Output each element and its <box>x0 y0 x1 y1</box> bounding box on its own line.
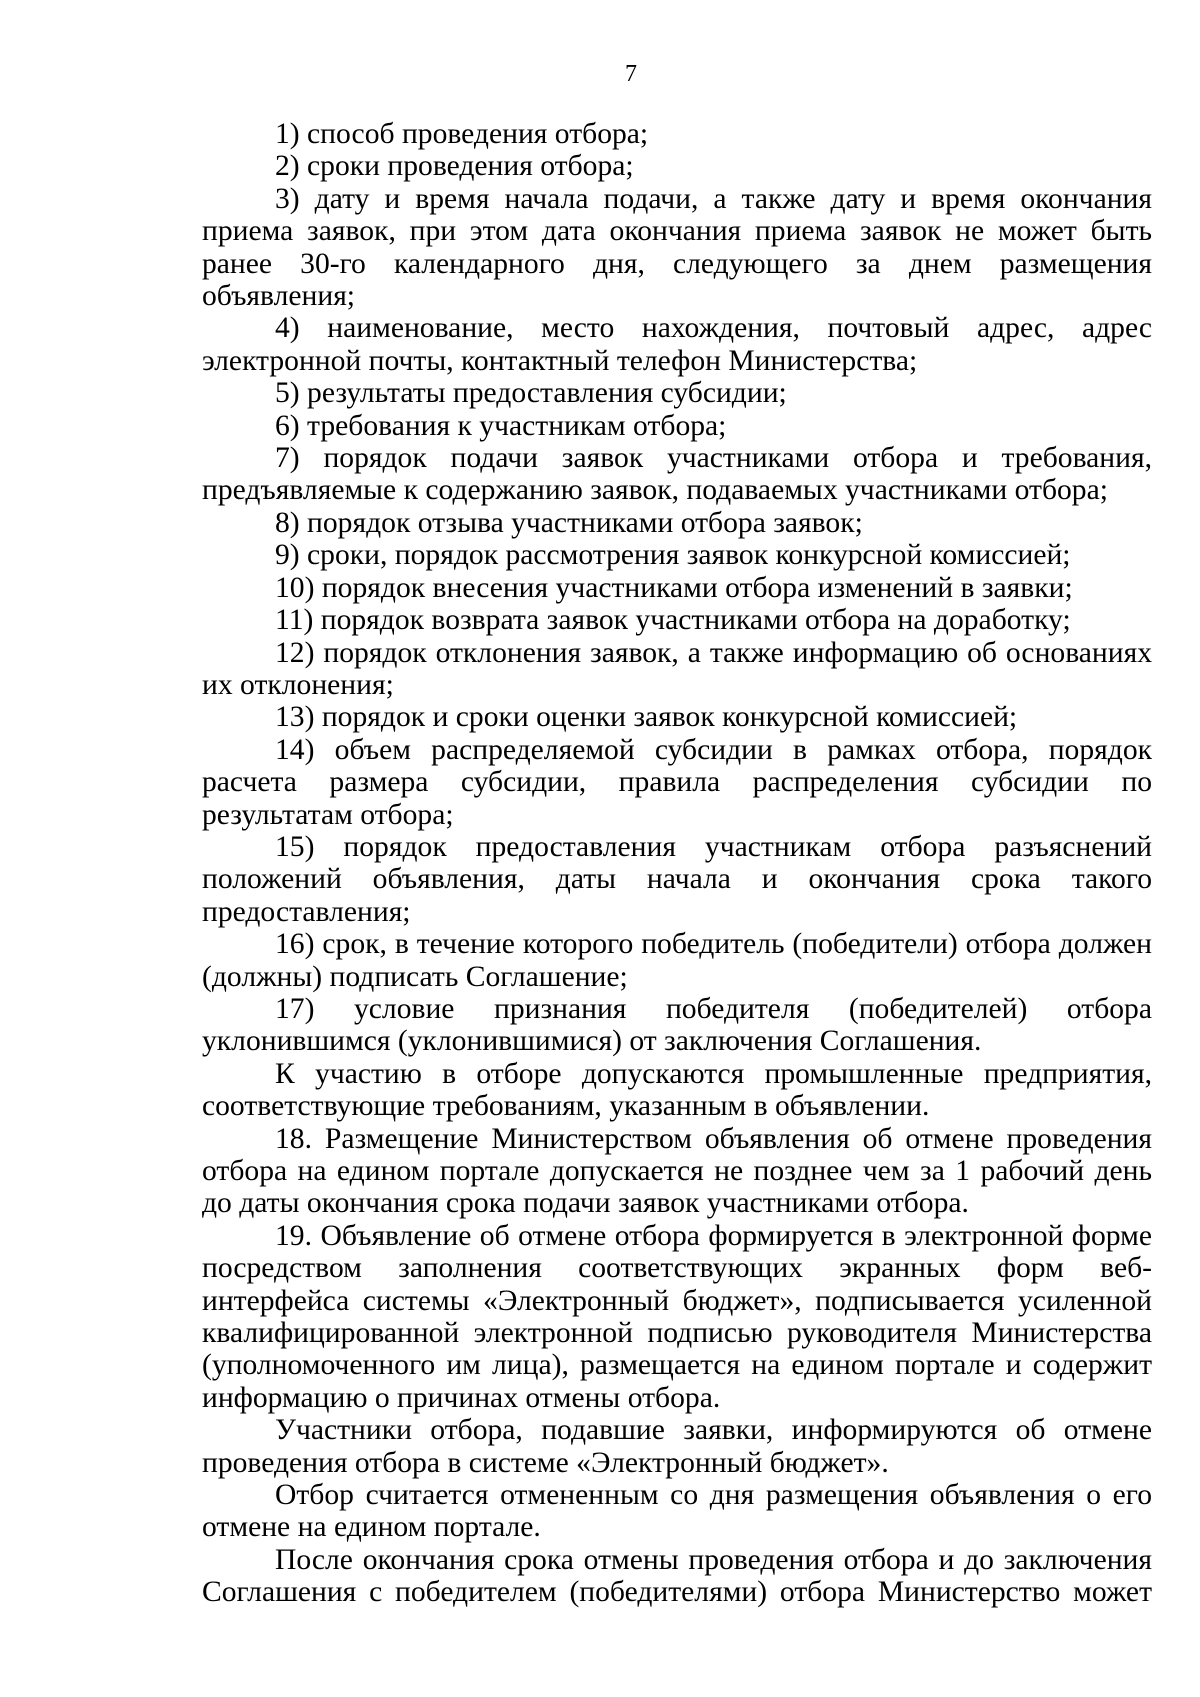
paragraph: 2) сроки проведения отбора; <box>275 150 634 183</box>
paragraph: После окончания срока отмены проведения отбора и до заключения Соглашения с победителем (победителями) отбора Министерство может <box>202 1543 1152 1609</box>
paragraph: Участники отбора, подавшие заявки, информируются об отмене проведения отбора в системе «Электронный бюджет». <box>202 1414 1152 1479</box>
paragraph: Отбор считается отмененным со дня размещения объявления о его отмене на едином портале. <box>202 1479 1152 1544</box>
paragraph: 14) объем распределяемой субсидии в рамках отбора, порядок расчета размера субсидии, правила распределения субсидии по результатам отбора; <box>202 733 1152 831</box>
paragraph: 8) порядок отзыва участниками отбора заявок; <box>275 506 863 539</box>
paragraph: 10) порядок внесения участниками отбора изменений в заявки; <box>275 571 1073 604</box>
paragraph: 13) порядок и сроки оценки заявок конкурсной комиссией; <box>275 701 1018 734</box>
paragraph: 19. Объявление об отмене отбора формируется в электронной форме посредством заполнения соответствующих экранных форм веб-интерфейса системы «Электронный бюджет», подписывается усиленной квалифицированной электронной подписью руководителя Министерства (уполномоченного им лица), размещается на едином портале и содержит информацию о причинах отмены отбора. <box>202 1219 1152 1414</box>
paragraph: 17) условие признания победителя (победителей) отбора уклонившимся (уклонившимися) от заключения Соглашения. <box>202 992 1152 1058</box>
paragraph: 11) порядок возврата заявок участниками отбора на доработку; <box>275 604 1071 637</box>
paragraph: 18. Размещение Министерством объявления об отмене проведения отбора на едином портале допускается не позднее чем за 1 рабочий день до даты окончания срока подачи заявок участниками отбора. <box>202 1122 1152 1220</box>
paragraph: 4) наименование, место нахождения, почтовый адрес, адрес электронной почты, контактный телефон Министерства; <box>202 312 1152 377</box>
page-number: 7 <box>625 61 637 87</box>
paragraph: 7) порядок подачи заявок участниками отбора и требования, предъявляемые к содержанию заявок, подаваемых участниками отбора; <box>202 442 1152 507</box>
paragraph: 5) результаты предоставления субсидии; <box>275 377 787 410</box>
paragraph: 12) порядок отклонения заявок, а также информацию об основаниях их отклонения; <box>202 636 1152 701</box>
document-body <box>202 118 1152 1609</box>
paragraph: 1) способ проведения отбора; <box>275 118 649 150</box>
paragraph: 3) дату и время начала подачи, а также дату и время окончания приема заявок, при этом дата окончания приема заявок не может быть ранее 30-го календарного дня, следующего за днем размещения объявления; <box>202 182 1152 313</box>
paragraph: К участию в отборе допускаются промышленные предприятия, соответствующие требованиям, указанным в объявлении. <box>202 1057 1152 1123</box>
paragraph: 16) срок, в течение которого победитель (победители) отбора должен (должны) подписать Соглашение; <box>202 928 1152 993</box>
paragraph: 9) сроки, порядок рассмотрения заявок конкурсной комиссией; <box>275 539 1071 572</box>
paragraph: 15) порядок предоставления участникам отбора разъяснений положений объявления, даты начала и окончания срока такого предоставления; <box>202 830 1152 928</box>
paragraph: 6) требования к участникам отбора; <box>275 409 727 442</box>
